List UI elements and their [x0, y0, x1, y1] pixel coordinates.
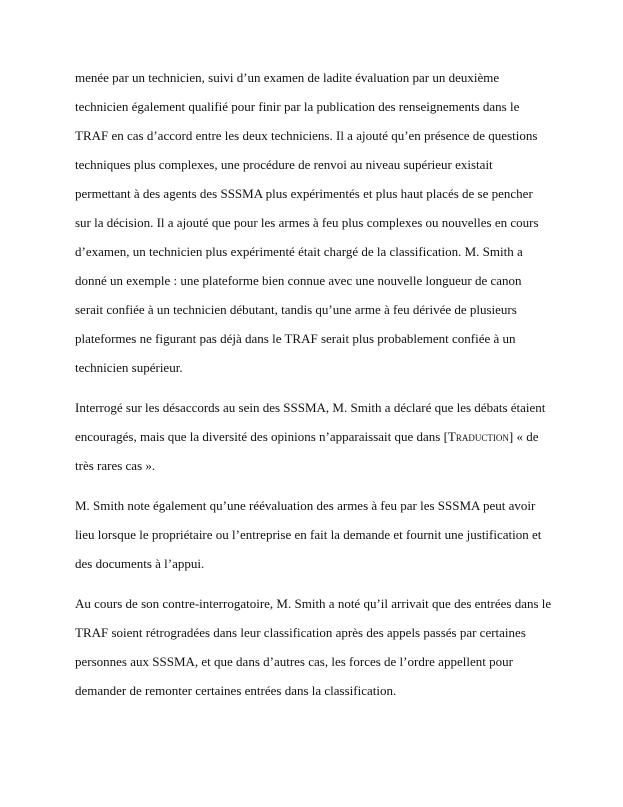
text-line: technicien supérieur.: [75, 360, 183, 375]
paragraph-3: [75, 491, 551, 573]
paragraph-2: [75, 393, 551, 475]
translation-marker: Traduction: [447, 429, 509, 444]
text-line: menée par un technicien, suivi d’un examen de ladite évaluation par un deuxième: [75, 70, 500, 85]
text-line: plateformes ne figurant pas déjà dans le TRAF serait plus probablement confiée à un: [75, 331, 516, 346]
text-line: des documents à l’appui.: [75, 556, 205, 571]
text-line: TRAF en cas d’accord entre les deux techniciens. Il a ajouté qu’en présence de questions: [75, 128, 538, 143]
text-line: lieu lorsque le propriétaire ou l’entreprise en fait la demande et fournit une justification et: [75, 527, 542, 542]
text-line: d’examen, un technicien plus expérimenté était chargé de la classification. M. Smith a: [75, 244, 523, 259]
text-line: personnes aux SSSMA, et que dans d’autres cas, les forces de l’ordre appellent pour: [75, 654, 513, 669]
text-line: M. Smith note également qu’une réévaluation des armes à feu par les SSSMA peut avoir: [75, 498, 536, 513]
text-line: très rares cas ».: [75, 458, 156, 473]
text-line: techniques plus complexes, une procédure de renvoi au niveau supérieur existait: [75, 157, 493, 172]
paragraph-1: [75, 63, 551, 377]
paragraph-4: [75, 589, 551, 700]
text-line: demander de remonter certaines entrées dans la classification.: [75, 683, 397, 698]
text-line: TRAF soient rétrogradées dans leur classification après des appels passés par certaines: [75, 625, 526, 640]
text-line: technicien également qualifié pour finir par la publication des renseignements dans le: [75, 99, 520, 114]
body-text: [75, 63, 551, 716]
text-segment: ] « de: [508, 429, 539, 444]
text-line: permettant à des agents des SSSMA plus expérimentés et plus haut placés de se pencher: [75, 186, 533, 201]
text-line: Interrogé sur les désaccords au sein des SSSMA, M. Smith a déclaré que les débats étaient: [75, 400, 546, 415]
text-line: donné un exemple : une plateforme bien connue avec une nouvelle longueur de canon: [75, 273, 522, 288]
text-line: serait confiée à un technicien débutant, tandis qu’une arme à feu dérivée de plusieurs: [75, 302, 517, 317]
text-segment: encouragés, mais que la diversité des opinions n’apparaissait que dans [: [75, 429, 448, 444]
text-line: Au cours de son contre-interrogatoire, M. Smith a noté qu’il arrivait que des entrées dans le: [75, 596, 552, 611]
text-line: sur la décision. Il a ajouté que pour les armes à feu plus complexes ou nouvelles en cours: [75, 215, 539, 230]
text-line: [75, 422, 551, 451]
